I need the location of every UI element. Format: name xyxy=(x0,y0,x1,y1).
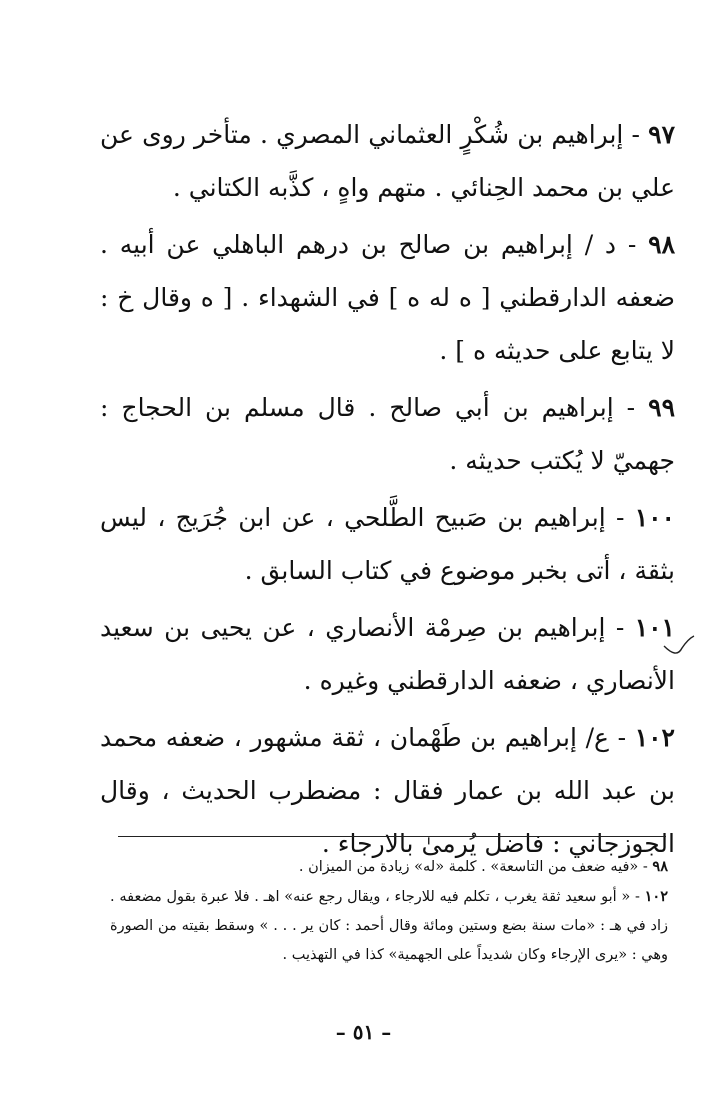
page-number: – ٥١ – xyxy=(335,1020,392,1044)
entries-list xyxy=(100,108,675,874)
entry-number: ٩٩ xyxy=(648,393,675,422)
footnote-divider xyxy=(118,836,666,837)
entry-number: ٩٨ xyxy=(648,230,675,259)
entry-98 xyxy=(100,218,675,377)
footnote-number: ٩٨ xyxy=(652,858,668,875)
entry-number: ١٠٢ xyxy=(634,723,675,752)
entry-text: - إبراهيم بن صِرمْة الأنصاري ، عن يحيى بن سعيد الأنصاري ، ضعفه الدارقطني وغيره . xyxy=(100,613,675,695)
margin-check-mark-icon xyxy=(662,634,696,658)
entry-text: - إبراهيم بن صَبيح الطَّلحي ، عن ابن جُرَيج ، ليس بثقة ، أتى بخبر موضوع في كتاب السابق . xyxy=(100,503,675,585)
entry-101 xyxy=(100,601,675,707)
entry-text: - إبراهيم بن شُكْرٍ العثماني المصري . متأخر روى عن علي بن محمد الحِنائي . متهم واهٍ ، كذَّبه الكتاني . xyxy=(100,120,675,202)
footnotes-list xyxy=(110,852,668,970)
footnote-text: - «فيه ضعف من التاسعة» . كلمة «له» زيادة من الميزان . xyxy=(298,859,653,875)
entry-number: ١٠٠ xyxy=(634,503,675,532)
entry-97 xyxy=(100,108,675,214)
entry-102 xyxy=(100,711,675,870)
entry-number: ١٠١ xyxy=(634,613,675,642)
entry-99 xyxy=(100,381,675,487)
entry-100 xyxy=(100,491,675,597)
footnote-98 xyxy=(110,852,668,882)
entry-text: - د / إبراهيم بن صالح بن درهم الباهلي عن أبيه . ضعفه الدارقطني [ ه له ه ] في الشهداء . [ ه وقال خ : لا يتابع على حديثه ه ] . xyxy=(100,230,675,365)
entry-text: - ع/ إبراهيم بن طَهْمان ، ثقة مشهور ، ضعفه محمد بن عبد الله بن عمار فقال : مضطرب الحديث ، وقال الجوزجاني : فاضل يُرمىٰ بالارجاء . xyxy=(100,723,675,858)
footnote-number: ١٠٢ xyxy=(644,888,668,905)
footnote-102 xyxy=(110,882,668,970)
entry-text: - إبراهيم بن أبي صالح . قال مسلم بن الحجاج : جهميّ لا يُكتب حديثه . xyxy=(100,393,675,475)
entry-number: ٩٧ xyxy=(648,120,675,149)
footnote-text: - « أبو سعيد ثقة يغرب ، تكلم فيه للارجاء ، ويقال رجع عنه» اهـ . فلا عبرة بقول مضعفه . زاد في هـ : «مات سنة بضع وستين ومائة وقال أحمد : كان ير . . . » وسقط بقيته من الصورة وهي : «يرى الإرجاء وكان شديداً على الجهمية» كذا في التهذيب . xyxy=(110,889,668,963)
